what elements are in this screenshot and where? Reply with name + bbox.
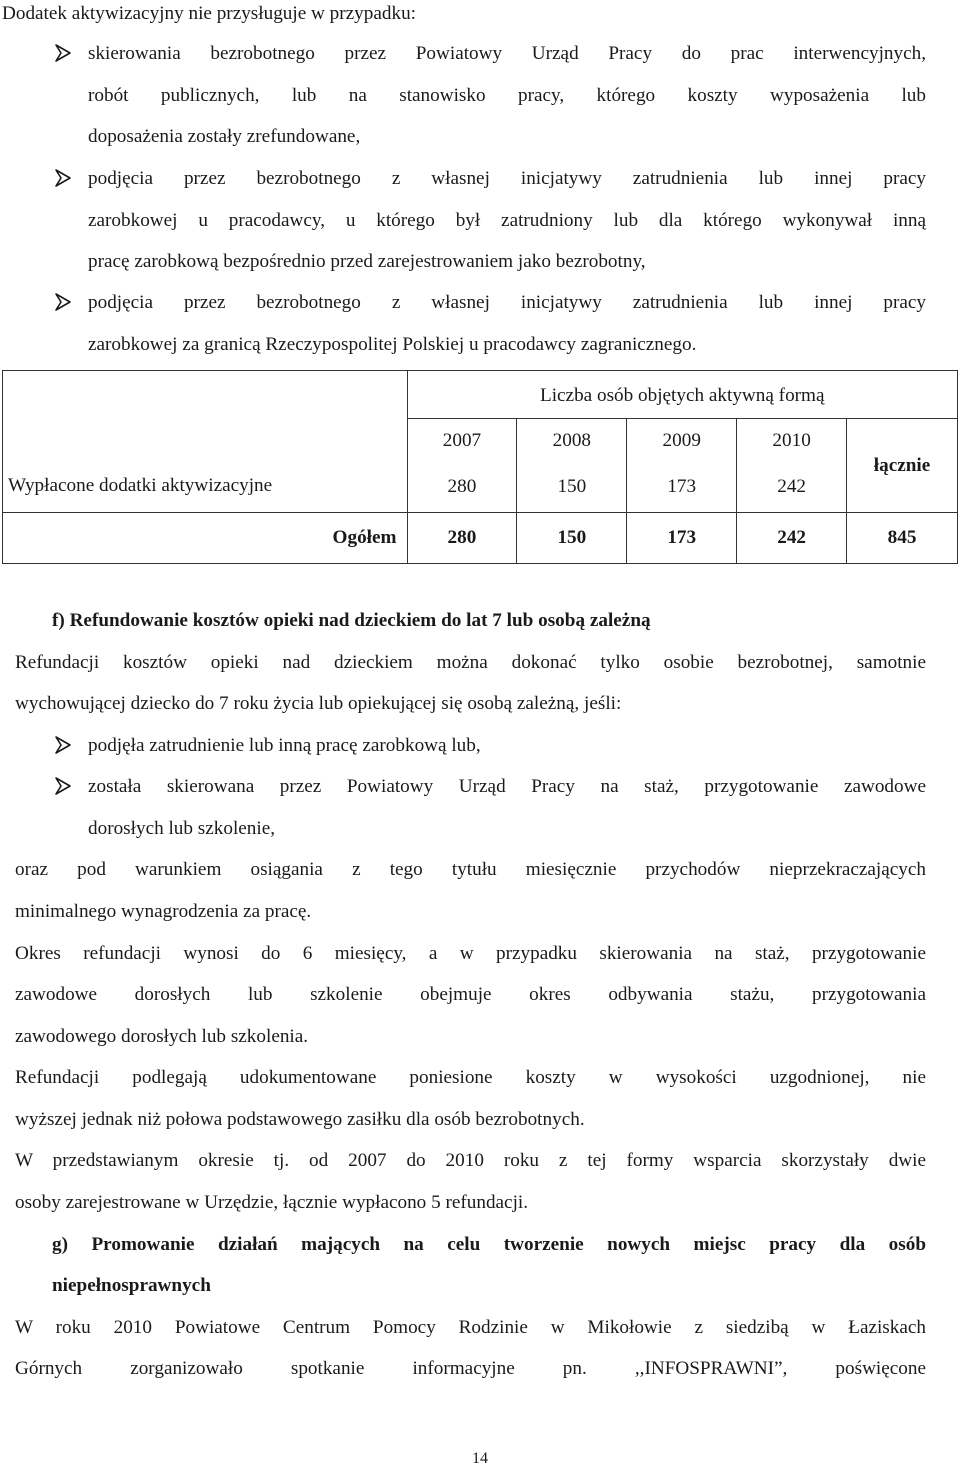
sum-2008: 150 — [517, 513, 627, 564]
bullet-1-line-1: skierowania bezrobotnego przez Powiatowy Urząd Pracy do prac interwencyjnych, — [88, 43, 926, 64]
sum-label: Ogółem — [3, 513, 408, 564]
value-2010: 242 — [737, 463, 847, 513]
total-header: łącznie — [847, 419, 958, 513]
bullet-1-line-2: robót publicznych, lub na stanowisko pracy, którego koszty wyposażenia lub — [88, 85, 926, 106]
year-2009: 2009 — [627, 419, 737, 463]
para3-line-2: zawodowe dorosłych lub szkolenie obejmuje okres odbywania stażu, przygotowania — [15, 984, 926, 1005]
arrow-bullet-icon — [52, 775, 74, 797]
value-2008: 150 — [517, 463, 627, 513]
f-bullet-2-line-2: dorosłych lub szkolenie, — [88, 818, 276, 839]
f-bullet-1: podjęła zatrudnienie lub inną pracę zarobkową lub, — [88, 735, 481, 756]
arrow-bullet-icon — [52, 734, 74, 756]
value-2009: 173 — [627, 463, 737, 513]
year-2010: 2010 — [737, 419, 847, 463]
para5-line-2: osoby zarejestrowane w Urzędzie, łącznie wypłacono 5 refundacji. — [15, 1192, 529, 1213]
section-f-heading: f) Refundowanie kosztów opieki nad dzieckiem do lat 7 lub osobą zależną — [52, 610, 651, 631]
arrow-bullet-icon — [52, 291, 74, 313]
para4-line-1: Refundacji podlegają udokumentowane poniesione koszty w wysokości uzgodnionej, nie — [15, 1067, 926, 1088]
year-2007: 2007 — [407, 419, 517, 463]
bullet-2-line-3: pracę zarobkową bezpośrednio przed zarejestrowaniem jako bezrobotny, — [88, 251, 646, 272]
para2-line-1: oraz pod warunkiem osiągania z tego tytułu miesięcznie przychodów nieprzekraczających — [15, 859, 926, 880]
section-g-heading-line-2: niepełnosprawnych — [52, 1275, 211, 1296]
para1-line-1: Refundacji kosztów opieki nad dzieckiem można dokonać tylko osobie bezrobotnej, samotnie — [15, 652, 926, 673]
page-number: 14 — [472, 1450, 488, 1467]
bullet-2-line-2: zarobkowej u pracodawcy, u którego był zatrudniony lub dla którego wykonywał inną — [88, 210, 926, 231]
row-label: Wypłacone dodatki aktywizacyjne — [8, 475, 273, 496]
year-2008: 2008 — [517, 419, 627, 463]
sum-2007: 280 — [407, 513, 517, 564]
bullet-3-line-2: zarobkowej za granicą Rzeczypospolitej Polskiej u pracodawcy zagranicznego. — [88, 334, 697, 355]
value-2007: 280 — [407, 463, 517, 513]
sum-2009: 173 — [627, 513, 737, 564]
f-bullet-2-line-1: została skierowana przez Powiatowy Urząd Pracy na staż, przygotowanie zawodowe — [88, 776, 926, 797]
para5-line-1: W przedstawianym okresie tj. od 2007 do 2010 roku z tej formy wsparcia skorzystały dwie — [15, 1150, 926, 1171]
sum-total: 845 — [847, 513, 958, 564]
bullet-3-line-1: podjęcia przez bezrobotnego z własnej inicjatywy zatrudnienia lub innej pracy — [88, 292, 926, 313]
bullet-2-line-1: podjęcia przez bezrobotnego z własnej inicjatywy zatrudnienia lub innej pracy — [88, 168, 926, 189]
table-header: Liczba osób objętych aktywną formą — [407, 371, 958, 419]
para-g-line-2: Górnych zorganizowało spotkanie informacyjne pn. ,,INFOSPRAWNI”, poświęcone — [15, 1358, 926, 1379]
stats-table — [2, 370, 958, 564]
para2-line-2: minimalnego wynagrodzenia za pracę. — [15, 901, 312, 922]
para1-line-2: wychowującej dziecko do 7 roku życia lub opiekującej się osobą zależną, jeśli: — [15, 693, 622, 714]
arrow-bullet-icon — [52, 42, 74, 64]
para3-line-1: Okres refundacji wynosi do 6 miesięcy, a w przypadku skierowania na staż, przygotowanie — [15, 943, 926, 964]
para4-line-2: wyższej jednak niż połowa podstawowego zasiłku dla osób bezrobotnych. — [15, 1109, 585, 1130]
section-g-heading-line-1: g) Promowanie działań mających na celu tworzenie nowych miejsc pracy dla osób — [52, 1234, 926, 1255]
sum-2010: 242 — [737, 513, 847, 564]
bullet-1-line-3: doposażenia zostały zrefundowane, — [88, 126, 361, 147]
para-g-line-1: W roku 2010 Powiatowe Centrum Pomocy Rodzinie w Mikołowie z siedzibą w Łaziskach — [15, 1317, 926, 1338]
para3-line-3: zawodowego dorosłych lub szkolenia. — [15, 1026, 309, 1047]
arrow-bullet-icon — [52, 167, 74, 189]
intro-text: Dodatek aktywizacyjny nie przysługuje w przypadku: — [2, 3, 417, 24]
